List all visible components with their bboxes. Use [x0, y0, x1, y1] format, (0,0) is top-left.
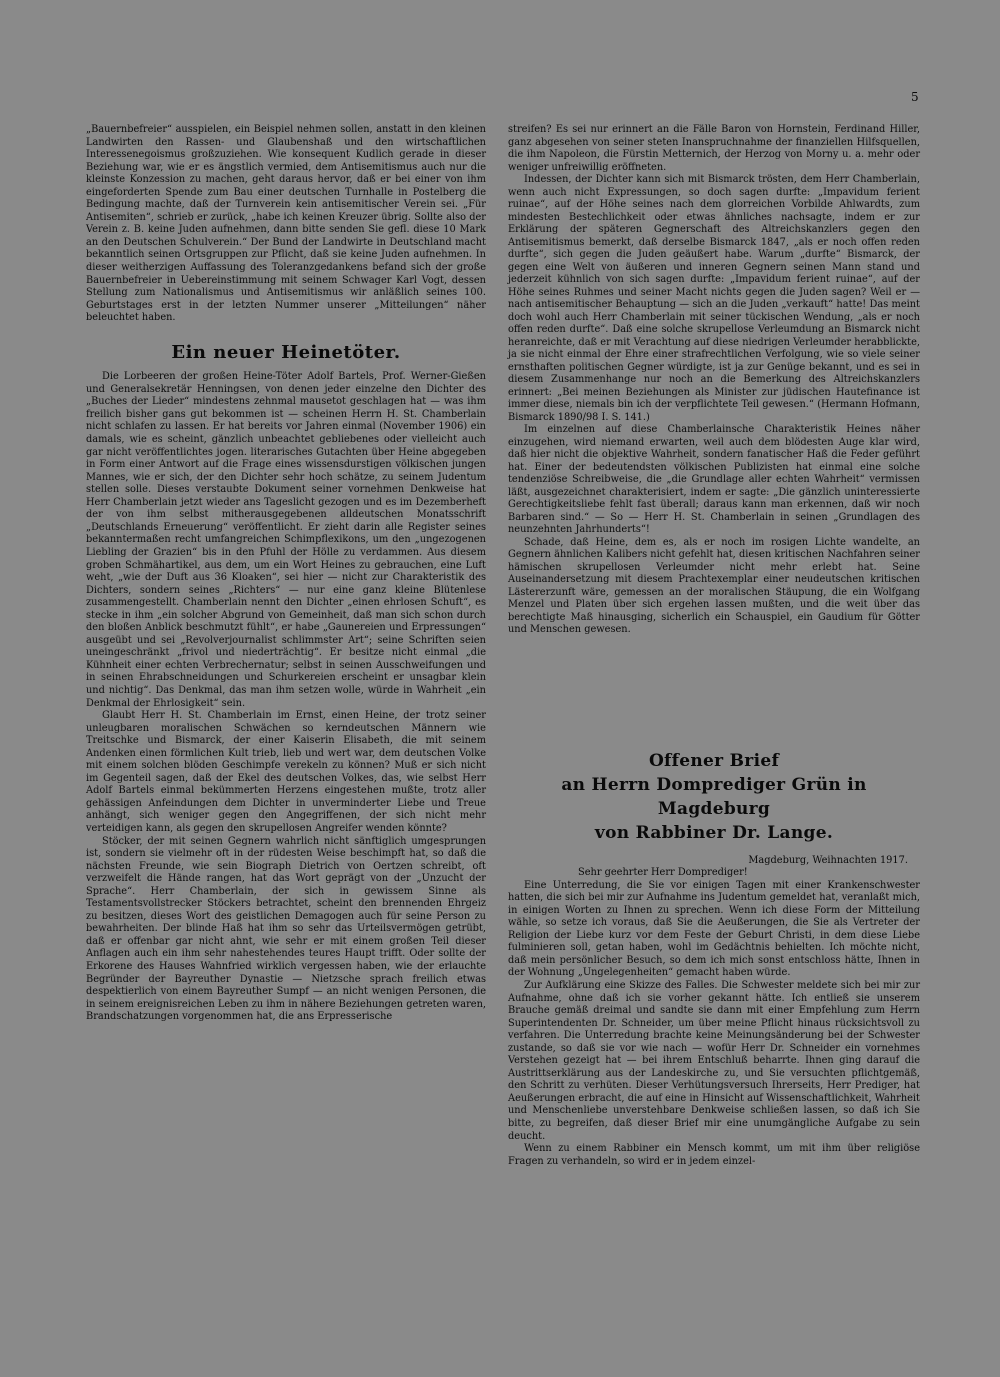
article-paragraph: Die Lorbeeren der großen Heine-Töter Adolf Bartels, Prof. Werner-Gießen und Generalsekretär Henningsen, von denen jeder einzelne den Dichter des „Buches der Lieder“ mindestens zehnmal mausetot geschlagen hat — was ihm freilich bisher gans gut bekommen ist — scheinen Herrn H. St. Chamberlain nicht schlafen zu lassen. Er hat bereits vor Jahren einmal (November 1906) ein damals, wie es scheint, gänzlich unbeachtet gebliebenes oder vielleicht auch gar nicht veröffentlichtes jogen. literarisches Gutachten über Heine abgegeben in Form einer Antwort auf die Frage eines wissensdurstigen völkischen jungen Mannes, wie er sich, der den Dichter sehr hoch schätze, zu seinem Judentum stellen solle. Dieses verstaubte Dokument seiner vornehmen Denkweise hat Herr Chamberlain jetzt wieder ans Tageslicht gezogen und es im Dezemberheft der von ihm selbst mitherausgegebenen alldeutschen Monatsschrift „Deutschlands Erneuerung“ veröffentlicht. Er zieht darin alle Register seines bekanntermaßen recht umfangreichen Schimpflexikons, um den „ungezogenen Liebling der Grazien“ bis in den Pfuhl der Hölle zu verdammen. Aus diesem groben Schmähartikel, aus dem, um ein Wort Heines zu gebrauchen, eine Luft weht, „wie der Duft aus 36 Kloaken“, sei hier — nicht zur Charakteristik des Dichters, sondern seines „Richters“ — nur eine ganz kleine Blütenlese zusammengestellt. Chamberlain nennt den Dichter „einen ehrlosen Schuft“, es stecke in ihm „ein solcher Abgrund von Gemeinheit, daß man sich schon durch den bloßen Anblick beschmutzt fühlt“, er habe „Gaunereien und Erpressungen“ ausgeübt und sei „Revolverjournalist schlimmster Art“; seine Schriften seien uneingeschränkt „frivol und niederträchtig“. Er besitze nicht einmal „die Kühnheit einer echten Verbrechernatur; selbst in seinen Ausschweifungen und in seinen Ehrabschneidungen und Schurkereien erscheint er unsagbar klein und nichtig“. Das Denkmal, das man ihm setzen wolle, würde in Wahrheit „ein Denkmal der Ehrlosigkeit“ sein.: [86, 371, 486, 709]
letter-paragraph: Zur Aufklärung eine Skizze des Falles. Die Schwester meldete sich bei mir zur Aufnahme, ohne daß ich sie vorher gekannt hätte. Ich entließ sie unserem Brauche gemäß dreimal und sandte sie dann mit einer Empfehlung zum Herrn Superintendenten Dr. Schneider, um über meine Pflicht hinaus rücksichtsvoll zu verfahren. Die Unterredung brachte keine Meinungsänderung bei der Schwester zustande, so daß sie vor wie nach — wofür Herr Dr. Schneider ein vornehmes Verstehen gezeigt hat — bei ihrem Entschluß beharrte. Ihnen ging darauf die Austrittserklärung aus der Landeskirche zu, und Sie versuchten pflichtgemäß, den Schritt zu verhüten. Dieser Verhütungsversuch Ihrerseits, Herr Prediger, hat Aeußerungen erbracht, die auf eine in Hinsicht auf Wissenschaftlichkeit, Wahrheit und Menschenliebe unverstehbare Denkweise schließen lassen, so daß ich Sie bitte, zu begreifen, daß dieser Brief mir eine unumgängliche Aufgabe zu sein deucht.: [508, 979, 920, 1142]
continuation-paragraph: streifen? Es sei nur erinnert an die Fälle Baron von Hornstein, Ferdinand Hiller, ganz abgesehen von seiner steten Inanspruchnahme der finanziellen Hilfsquellen, die ihm Napoleon, die Fürstin Metternich, der Herzog von Morny u. a. mehr oder weniger unfreiwillig eröffneten.: [508, 124, 920, 173]
letter-paragraph: Wenn zu einem Rabbiner ein Mensch kommt, um mit ihm über religiöse Fragen zu verhandeln, so wird er in jedem einzel-: [508, 1143, 920, 1167]
heine-article-continuation: [508, 124, 920, 637]
article-paragraph: Indessen, der Dichter kann sich mit Bismarck trösten, dem Herr Chamberlain, wenn auch nicht Expressungen, so doch sagen durfte: „Impavidum ferient ruinae“, auf der Höhe seines nach dem glorreichen Vorbilde Ahlwardts, zum mindesten Bestechlichkeit oder etwas ähnliches nachsagte, indem er zur Erklärung der späteren Gegnerschaft des Altreichskanzlers gegen den Antisemitismus bemerkt, daß derselbe Bismarck 1847, „als er noch offen reden durfte“, sich gegen die Juden geäußert habe. Warum „durfte“ Bismarck, der gegen eine Welt von äußeren und inneren Gegnern seinen Mann stand und jederzeit kühnlich von sich sagen durfte: „Impavidum ferient ruinae“, auf der Höhe seines Ruhmes und seiner Macht nichts gegen die Juden sagen? Weil er — nach antisemitischer Behauptung — sich an die Juden „verkauft“ hatte! Das meint doch wohl auch Herr Chamberlain mit seiner tückischen Wendung, „als er noch offen reden durfte“. Daß eine solche skrupellose Verleumdung an Bismarck nicht heranreichte, daß er mit Verachtung auf diese niedrigen Verleumder herabblickte, ja sie nicht einmal der Ehre einer strafrechtlichen Verfolgung, wie so viele seiner ernsthaften politischen Gegner würdigte, ist ja zur Genüge bekannt, und es sei in diesem Zusammenhange nur noch an die Bemerkung des Altreichskanzlers erinnert: „Bei meinen Beziehungen als Minister zur jüdischen Hautefinance ist immer diese, niemals bin ich der verpflichtete Teil gewesen.“ (Hermann Hofmann, Bismarck 1890/98 I. S. 141.): [508, 174, 920, 423]
headline-line-3: von Rabbiner Dr. Lange.: [594, 822, 834, 843]
article-paragraph: Glaubt Herr H. St. Chamberlain im Ernst, einen Heine, der trotz seiner unleugbaren moralischen Schwächen so kerndeutschen Männern wie Treitschke und Bismarck, der einer Kaiserin Elisabeth, die mit seinem Andenken einen förmlichen Kult trieb, lieb und wert war, dem deutschen Volke mit einem solchen blöden Geschimpfe verekeln zu können? Muß er sich nicht im Gegenteil sagen, daß der Ekel des deutschen Volkes, das, wie selbst Herr Adolf Bartels einmal bekümmerten Herzens eingestehen mußte, trotz aller gehässigen Anfeindungen dem Dichter in unverminderter Liebe und Treue anhängt, sich weniger gegen den Angegriffenen, der sich nicht mehr verteidigen kann, als gegen den skrupellosen Angreifer wenden könnte?: [86, 710, 486, 834]
article-paragraph: Stöcker, der mit seinen Gegnern wahrlich nicht sänftiglich umgesprungen ist, sondern sie vielmehr oft in der rüdesten Weise beschimpft hat, so daß die nächsten Freunde, wie sein Biograph Dietrich von Oertzen schreibt, oft verzweifelt die Hände rangen, hat das Wort geprägt von der „Unzucht der Sprache“. Herr Chamberlain, der sich in gewissem Sinne als Testamentsvollstrecker Stöckers betrachtet, scheint den brennenden Ehrgeiz zu besitzen, dieses Wort des geistlichen Demagogen auch für seine Person zu bewahrheiten. Der blinde Haß hat ihm so sehr das Urteilsvermögen getrübt, daß er offenbar gar nicht ahnt, wie sehr er mit einem großen Teil dieser Anflagen auch ein ihm sehr nahestehendes teures Haupt trifft. Oder sollte der Erkorene des Hauses Wahnfried wirklich vergessen haben, wie der erlauchte Begründer der Bayreuther Dynastie — Nietzsche sprach freilich etwas despektierlich von einem Bayreuther Sumpf — an nicht wenigen Personen, die in seinem ereignisreichen Leben zu ihm in nähere Beziehungen getreten waren, Brandschatzungen vorgenommen hat, die ans Erpresserische: [86, 835, 486, 1023]
letter-dateline: Magdeburg, Weihnachten 1917.: [748, 854, 908, 866]
left-column: [86, 124, 486, 1024]
page-number: 5: [911, 90, 919, 104]
article-paragraph: Im einzelnen auf diese Chamberlainsche Charakteristik Heines näher einzugehen, wird niemand erwarten, weil auch dem blödesten Auge klar wird, daß hier nicht die objektive Wahrheit, sondern fanatischer Haß die Feder geführt hat. Einer der bedeutendsten völkischen Publizisten hat einmal eine solche tendenziöse Schreibweise, die „die Grundlage aller echten Wahrheit“ vermissen läßt, ausgezeichnet charakterisiert, indem er sagte: „Die gänzlich uninteressierte Gerechtigkeitsliebe fehlt fast überall; daraus kann man erkennen, daß wir noch Barbaren sind.“ — So — Herr H. St. Chamberlain in seinen „Grundlagen des neunzehnten Jahrhunderts“!: [508, 424, 920, 535]
letter-salutation: Sehr geehrter Herr Domprediger!: [578, 867, 748, 879]
intro-paragraph: „Bauernbefreier“ ausspielen, ein Beispiel nehmen sollen, anstatt in den kleinen Landwirten den Rassen- und Glaubenshaß und den wirtschaftlichen Interessenegoismus großzuziehen. Wie konsequent Kudlich gerade in dieser Beziehung war, wie er es ängstlich vermied, dem Antisemitismus auch nur die kleinste Konzession zu machen, geht daraus hervor, daß er bei einer von ihm eingeforderten Spende zum Bau einer deutschen Turnhalle in Postelberg die Bedingung machte, daß der Turnverein kein antisemitischer Verein sei. „Für Antisemiten“, schrieb er zurück, „habe ich keinen Kreuzer übrig. Sollte also der Verein z. B. keine Juden aufnehmen, dann bitte senden Sie gefl. diese 10 Mark an den Deutschen Schulverein.“ Der Bund der Landwirte in Deutschland macht bekanntlich seinen Ortsgruppen zur Pflicht, daß sie keine Juden aufnehmen. In dieser weitherzigen Auffassung des Toleranzgedankens befand sich der große Bauernbefreier in Uebereinstimmung mit seinem Schwager Karl Vogt, dessen Stellung zum Nationalismus und Antisemitismus wir anläßlich seines 100. Geburtstages erst in der letzten Nummer unserer „Mitteilungen“ näher beleuchtet haben.: [86, 124, 486, 324]
headline-line-2: an Herrn Domprediger Grün in Magdeburg: [561, 774, 867, 819]
headline-line-1: Offener Brief: [648, 750, 780, 771]
right-column: [508, 124, 920, 1168]
article-headline-heinetoeter: Ein neuer Heinetöter.: [171, 341, 401, 363]
article-paragraph: Schade, daß Heine, dem es, als er noch im rosigen Lichte wandelte, an Gegnern ähnlichen Kalibers nicht gefehlt hat, diesen kritischen Nachfahren seiner hämischen skrupellosen Verleumder nicht mehr erlebt hat. Seine Auseinandersetzung mit diesem Prachtexemplar einer neudeutschen kritischen Lästererzunft wäre, gemessen an der moralischen Stäupung, die ein Wolfgang Menzel und Platen über sich ergehen lassen mußten, und die weit über das berechtigte Maß hinausging, sicherlich ein Schauspiel, ein Gaudium für Götter und Menschen gewesen.: [508, 536, 920, 635]
letter-paragraph: Eine Unterredung, die Sie vor einigen Tagen mit einer Krankenschwester hatten, die sich bei mir zur Aufnahme ins Judentum gemeldet hat, veranlaßt mich, in einigen Worten zu Ihnen zu sprechen. Wenn ich diese Form der Mitteilung wähle, so setze ich voraus, daß Sie die Aeußerungen, die Sie als Vertreter der Religion der Liebe kurz vor dem Feste der Geburt Christi, in dem diese Liebe fulminieren soll, getan haben, wohl im Gedächtnis behielten. Ich möchte nicht, daß mein persönlicher Besuch, so dem ich mich sonst entschloss hätte, Ihnen in der Wohnung „Ungelegenheiten“ gemacht haben würde.: [508, 879, 920, 979]
open-letter-headline: [508, 749, 920, 845]
